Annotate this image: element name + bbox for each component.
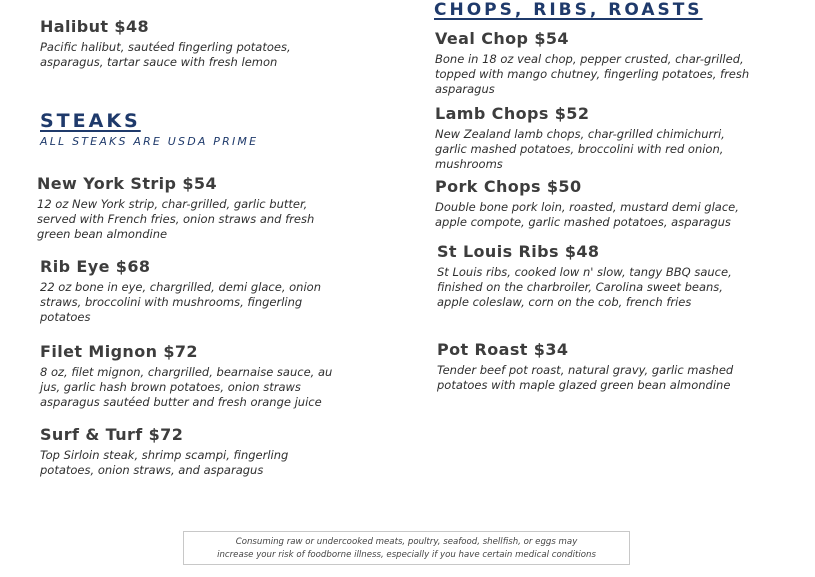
menu-item-surf-turf [40, 425, 320, 478]
item-description: 8 oz, filet mignon, chargrilled, bearnaise sauce, au jus, garlic hash brown potatoes, onion straws asparagus sautéed butter and fresh orange juice [40, 365, 333, 409]
item-description: Tender beef pot roast, natural gravy, garlic mashed potatoes with maple glazed green bean almondine [437, 363, 734, 392]
item-description: Bone in 18 oz veal chop, pepper crusted, char-grilled, topped with mango chutney, fingerling potatoes, fresh asparagus [435, 52, 750, 96]
section-heading-chops-ribs-roasts: CHOPS, RIBS, ROASTS [434, 0, 703, 20]
disclaimer-line-1: Consuming raw or undercooked meats, poultry, seafood, shellfish, or eggs may [235, 537, 578, 547]
menu-item-veal-chop [435, 29, 770, 97]
item-description: 12 oz New York strip, char-grilled, garlic butter, served with French fries, onion straws and fresh green bean almondine [37, 197, 315, 241]
item-title: Pork Chops $50 [435, 177, 582, 196]
item-title: Surf & Turf $72 [40, 425, 184, 444]
menu-item-st-louis-ribs [437, 242, 752, 310]
item-title: St Louis Ribs $48 [437, 242, 600, 261]
item-description: New Zealand lamb chops, char-grilled chimichurri, garlic mashed potatoes, broccolini with red onion, mushrooms [435, 127, 725, 171]
disclaimer-line-2: increase your risk of foodborne illness, especially if you have certain medical conditions [217, 549, 596, 560]
item-title: Rib Eye $68 [40, 257, 151, 276]
section-subheading-steaks: ALL STEAKS ARE USDA PRIME [40, 135, 259, 148]
item-description: St Louis ribs, cooked low n' slow, tangy BBQ sauce, finished on the charbroiler, Carolina sweet beans, apple coleslaw, corn on the cob, french fries [437, 265, 732, 309]
item-title: New York Strip $54 [37, 174, 217, 193]
menu-item-pot-roast [437, 340, 777, 393]
menu-item-lamb-chops [435, 104, 755, 172]
menu-item-pork-chops [435, 177, 765, 230]
item-title: Pot Roast $34 [437, 340, 569, 359]
item-title: Lamb Chops $52 [435, 104, 590, 123]
item-description: Pacific halibut, sautéed fingerling potatoes, asparagus, tartar sauce with fresh lemon [40, 40, 291, 69]
food-safety-disclaimer [183, 531, 630, 565]
menu-item-halibut [40, 17, 340, 70]
item-description: 22 oz bone in eye, chargrilled, demi glace, onion straws, broccolini with mushrooms, fingerling potatoes [40, 280, 321, 324]
menu-item-rib-eye [40, 257, 345, 325]
item-description: Top Sirloin steak, shrimp scampi, fingerling potatoes, onion straws, and asparagus [40, 448, 289, 477]
item-title: Halibut $48 [40, 17, 150, 36]
menu-item-filet-mignon [40, 342, 350, 410]
item-title: Veal Chop $54 [435, 29, 569, 48]
item-title: Filet Mignon $72 [40, 342, 198, 361]
section-heading-steaks: STEAKS [40, 110, 141, 132]
item-description: Double bone pork loin, roasted, mustard demi glace, apple compote, garlic mashed potatoes, asparagus [435, 200, 739, 229]
menu-item-new-york-strip [37, 174, 342, 242]
